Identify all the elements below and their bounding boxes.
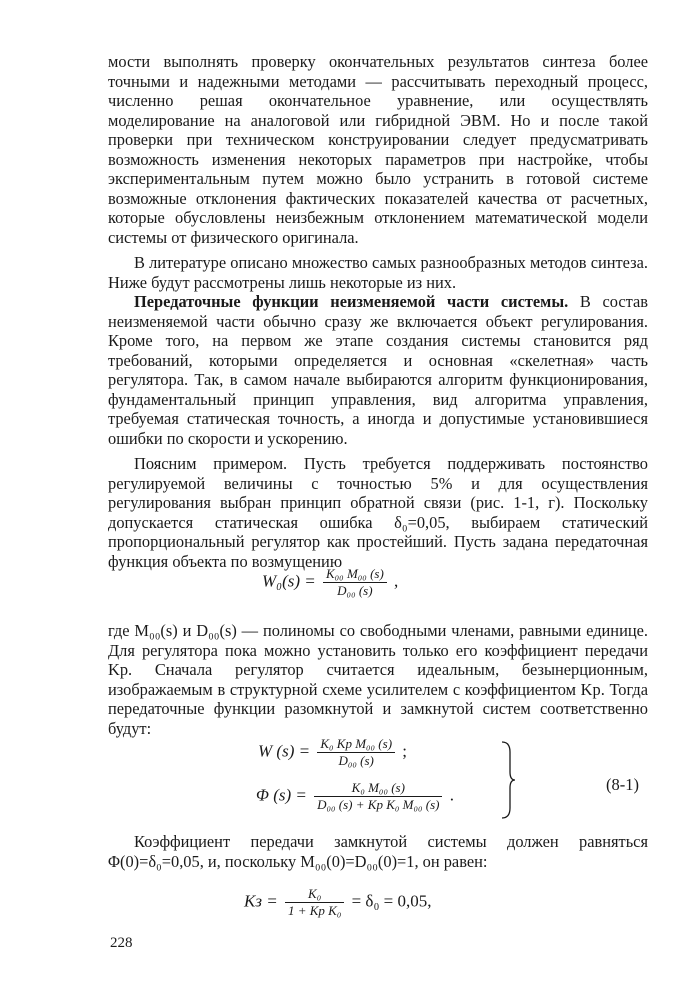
eq-phi-fraction	[314, 780, 442, 813]
equation-wo	[262, 566, 398, 599]
right-brace	[500, 740, 516, 820]
eq-kz-fraction	[285, 886, 344, 919]
eq-phi-lhs: Φ (s) =	[256, 785, 307, 805]
eq-wo-tail: ,	[394, 571, 399, 591]
eq-w-numerator: K₀ Kр M₀₀ (s)	[317, 736, 395, 753]
eq-phi-denominator: D₀₀ (s) + Kр K₀ M₀₀ (s)	[317, 797, 440, 812]
text-block-middle	[108, 621, 648, 738]
equation-number: (8-1)	[606, 775, 639, 794]
equation-kz	[244, 886, 431, 919]
paragraph-6: Коэффициент передачи замкнутой системы должен равняться Φ(0)=δ₀=0,05, и, поскольку M₀₀(0)=D₀₀(0)=1, он равен:	[108, 832, 648, 871]
eq-kz-tail: = δ₀ = 0,05,	[351, 891, 432, 911]
eq-wo-denominator: D₀₀ (s)	[337, 583, 373, 598]
paragraph-2: В литературе описано множество самых разнообразных методов синтеза. Ниже будут рассмотрены лишь некоторые из них.	[108, 253, 648, 292]
section-heading: Передаточные функции неизменяемой части системы.	[134, 292, 569, 311]
eq-w-tail: ;	[402, 741, 408, 761]
eq-wo-lhs: W₀(s) =	[262, 571, 316, 591]
eq-w-denominator: D₀₀ (s)	[338, 753, 374, 768]
paragraph-3	[108, 292, 648, 448]
text-block-bottom	[108, 832, 648, 871]
eq-wo-fraction	[323, 566, 387, 599]
text-block-top	[108, 52, 648, 571]
paragraph-4: Поясним примером. Пусть требуется поддерживать постоянство регулируемой величины с точностью 5% и для осуществления регулирования выбран принцип обратной связи (рис. 1-1, г). Поскольку допускается статическая ошибка δ₀=0,05, выбираем статический пропорциональный регулятор как простейший. Пусть задана передаточная функция объекта по возмущению	[108, 454, 648, 571]
paragraph-5: где M₀₀(s) и D₀₀(s) — полиномы со свободными членами, равными единице. Для регулятора пока можно установить только его коэффициент передачи Kр. Сначала регулятор считается идеальным, безынерционным, изображаемым в структурной схеме усилителем с коэффициентом Kр. Тогда передаточные функции разомкнутой и замкнутой систем соответственно будут:	[108, 621, 648, 738]
equation-phi	[256, 780, 454, 813]
eq-phi-tail: .	[449, 785, 454, 805]
equation-w	[258, 736, 407, 769]
eq-w-lhs: W (s) =	[258, 741, 311, 761]
eq-w-fraction	[317, 736, 395, 769]
eq-phi-numerator: K₀ M₀₀ (s)	[314, 780, 442, 797]
eq-wo-numerator: K₀₀ M₀₀ (s)	[323, 566, 387, 583]
page-number: 228	[110, 935, 133, 951]
eq-kz-lhs: Kз =	[244, 891, 278, 911]
eq-kz-denominator: 1 + Kр K₀	[287, 903, 342, 918]
paragraph-1: мости выполнять проверку окончательных результатов синтеза более точными и надежными методами — рассчитывать переходный процесс, численно решая окончательное уравнение, или осуществлять моделирование на аналоговой или гибридной ЭВМ. Но и после такой проверки при техническом конструировании следует предусматривать возможность изменения некоторых параметров при настройке, чтобы экспериментальным путем можно было устранить в готовой системе возможные отклонения фактических показателей качества от расчетных, которые обусловлены неизбежным отклонением математической модели системы от физического оригинала.	[108, 52, 648, 247]
paragraph-3-body: В состав неизменяемой части обычно сразу же включается объект регулирования. Кроме того, на первом же этапе создания системы становится ряд требований, которыми определяется и основная «скелетная» часть регулятора. Так, в самом начале выбираются алгоритм функционирования, фундаментальный принцип управления, вид алгоритма управления, требуемая статическая точность, а иногда и допустимые установившиеся ошибки по скорости и ускорению.	[108, 292, 648, 448]
eq-kz-numerator: K₀	[285, 886, 344, 903]
